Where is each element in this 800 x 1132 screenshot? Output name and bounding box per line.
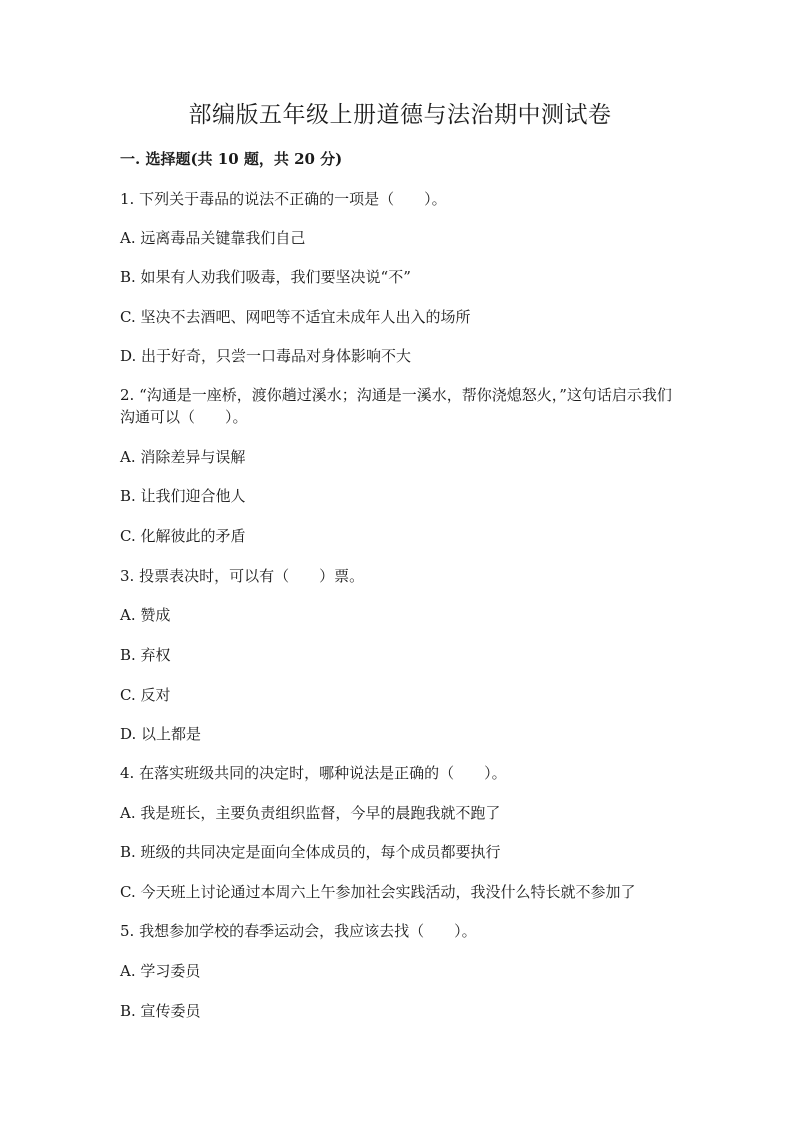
question-1-option-c: C. 坚决不去酒吧、网吧等不适宜未成年人出入的场所	[120, 308, 471, 326]
question-3-option-b: B. 弃权	[120, 646, 171, 664]
question-2-option-b: B. 让我们迎合他人	[120, 487, 246, 505]
question-stem-3: 3. 投票表决时，可以有（ ）票。	[120, 567, 365, 585]
question-1-option-b: B. 如果有人劝我们吸毒，我们要坚决说“不”	[120, 268, 411, 286]
question-3-option-d: D. 以上都是	[120, 725, 202, 743]
question-5-option-a: A. 学习委员	[120, 962, 201, 980]
question-stem-2: 2. “沟通是一座桥，渡你趟过溪水；沟通是一溪水，帮你浇熄怒火，”这句话启示我们沟通可以（ ）。	[120, 386, 672, 426]
question-1-option-d: D. 出于好奇，只尝一口毒品对身体影响不大	[120, 347, 412, 365]
question-stem-1: 1. 下列关于毒品的说法不正确的一项是（ ）。	[120, 190, 447, 208]
question-5-option-b: B. 宣传委员	[120, 1002, 201, 1020]
question-stem-4: 4. 在落实班级共同的决定时，哪种说法是正确的（ ）。	[120, 764, 507, 782]
question-4-option-c: C. 今天班上讨论通过本周六上午参加社会实践活动，我没什么特长就不参加了	[120, 883, 636, 901]
question-4-option-b: B. 班级的共同决定是面向全体成员的，每个成员都要执行	[120, 843, 501, 861]
question-stem-5: 5. 我想参加学校的春季运动会，我应该去找（ ）。	[120, 922, 477, 940]
question-4-option-a: A. 我是班长，主要负责组织监督，今早的晨跑我就不跑了	[120, 804, 501, 822]
section-heading: 一. 选择题(共 10 题，共 20 分)	[120, 150, 343, 168]
question-3-option-a: A. 赞成	[120, 606, 171, 624]
question-3-option-c: C. 反对	[120, 686, 171, 704]
question-1-option-a: A. 远离毒品关键靠我们自己	[120, 229, 306, 247]
question-2-option-c: C. 化解彼此的矛盾	[120, 527, 246, 545]
page-title: 部编版五年级上册道德与法治期中测试卷	[188, 102, 612, 128]
question-2-option-a: A. 消除差异与误解	[120, 448, 246, 466]
